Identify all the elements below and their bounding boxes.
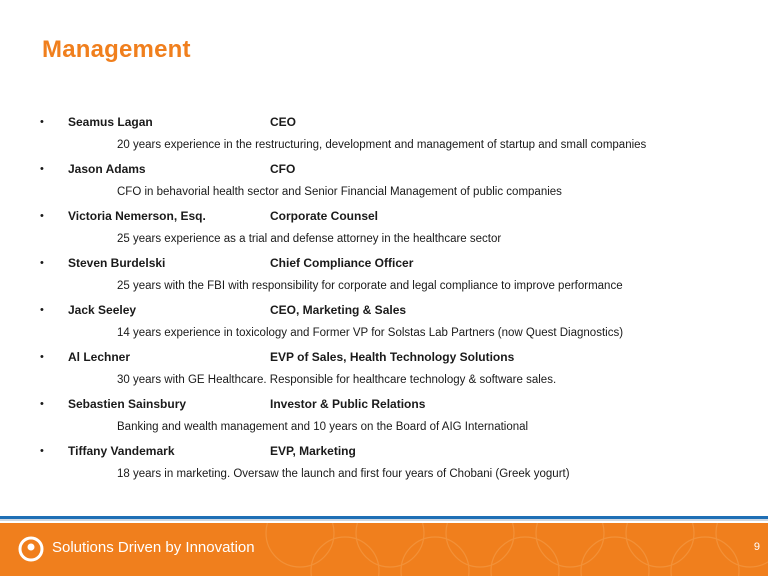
person-role: CFO [270,162,296,176]
bullet: • [40,257,44,269]
person-description: CFO in behavorial health sector and Senior Financial Management of public companies [117,186,562,198]
person-role: EVP, Marketing [270,444,356,458]
footer-tagline: Solutions Driven by Innovation [52,539,255,556]
person-role: EVP of Sales, Health Technology Solutions [270,350,515,364]
bullet: • [40,351,44,363]
person-name: Steven Burdelski [68,256,166,270]
person-description: Banking and wealth management and 10 years on the Board of AIG International [117,421,529,433]
footer-divider-light [0,519,768,521]
bullet: • [40,210,44,222]
page-number: 9 [753,541,760,553]
person-role: Chief Compliance Officer [270,256,414,270]
person-description: 25 years experience as a trial and defense attorney in the healthcare sector [117,233,502,245]
person-name: Sebastien Sainsbury [68,397,187,411]
list-item [40,159,740,206]
bullet: • [40,163,44,175]
person-description: 14 years experience in toxicology and Former VP for Solstas Lab Partners (now Quest Diagnostics) [117,327,624,339]
person-description: 20 years experience in the restructuring, development and management of startup and small companies [117,139,647,151]
person-name: Jack Seeley [68,303,137,317]
list-item [40,394,740,441]
bullet: • [40,445,44,457]
person-role: Corporate Counsel [270,209,379,223]
list-item [40,206,740,253]
person-role: Investor & Public Relations [270,397,426,411]
person-role: CEO, Marketing & Sales [270,303,407,317]
bullet: • [40,116,44,128]
bullet: • [40,398,44,410]
person-role: CEO [270,115,297,129]
person-name: Victoria Nemerson, Esq. [68,209,206,223]
list-item [40,300,740,347]
swirl-logo-icon [18,536,44,562]
person-description: 18 years in marketing. Oversaw the launch and first four years of Chobani (Greek yogurt) [117,468,570,480]
bullet: • [40,304,44,316]
person-name: Jason Adams [68,162,146,176]
person-description: 30 years with GE Healthcare. Responsible for healthcare technology & software sales. [117,374,557,386]
person-description: 25 years with the FBI with responsibility for corporate and legal compliance to improve performance [117,280,623,292]
footer-bar [0,523,768,576]
list-item [40,112,740,159]
person-name: Tiffany Vandemark [68,444,175,458]
list-item [40,441,740,488]
list-item [40,347,740,394]
management-list [40,112,740,488]
person-name: Al Lechner [68,350,131,364]
page-title: Management [42,36,191,63]
list-item [40,253,740,300]
person-name: Seamus Lagan [68,115,153,129]
